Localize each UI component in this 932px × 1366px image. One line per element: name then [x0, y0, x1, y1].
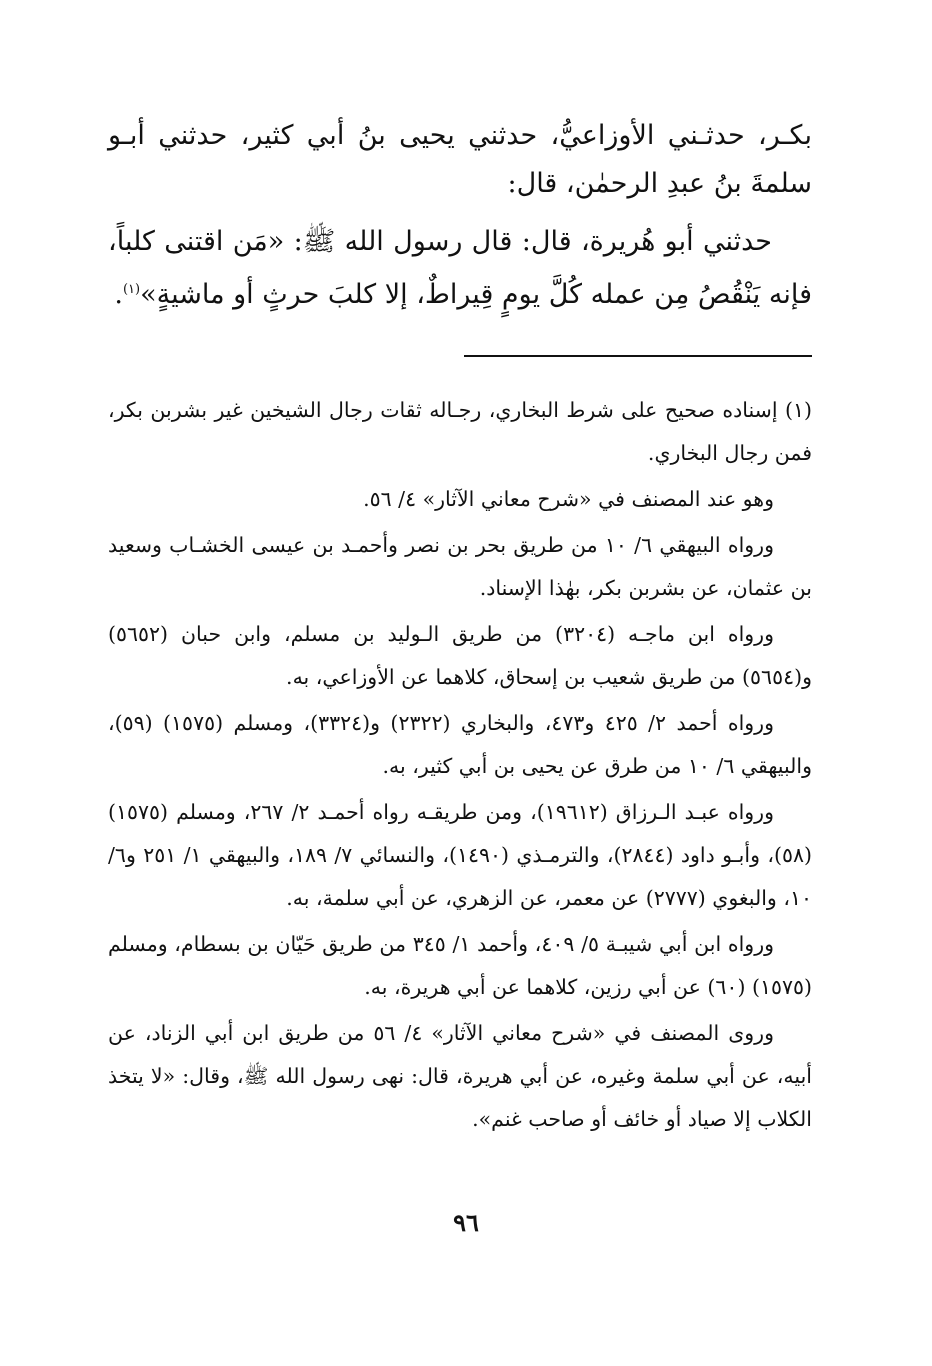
footnote-paragraph: (١) إسناده صحيح على شرط البخاري، رجـاله ثقات رجال الشيخين غير بشربن بكر، فمن رجال البخاري. — [108, 398, 812, 465]
footnote-paragraph: ورواه ابن ماجـه (٣٢٠٤) من طريق الـوليد بن مسلم، وابن حبان (٥٦٥٢) و(٥٦٥٤) من طريق شعيب بن إسحاق، كلاهما عن الأوزاعي، به. — [108, 622, 812, 689]
footnote-paragraph: ورواه أحمد ٢/ ٤٢٥ و٤٧٣، والبخاري (٢٣٢٢) و(٣٣٢٤)، ومسلم (١٥٧٥) (٥٩)، والبيهقي ٦/ ١٠ من طرق عن يحيى بن أبي كثير، به. — [108, 711, 812, 778]
main-paragraph-hadith: حدثني أبو هُريرة، قال: قال رسول الله ﷺ: «مَن اقتنى كلباً، فإنه يَنْقُصُ مِن عمله كُلَّ يومٍ قِيراطٌ، إلا كلبَ حرثٍ أو ماشيةٍ»$^{(١)}$. — [108, 226, 812, 310]
page-body — [108, 112, 812, 1144]
footnote-paragraph: ورواه عبـد الـرزاق (١٩٦١٢)، ومن طريقـه رواه أحمـد ٢/ ٢٦٧، ومسلم (١٥٧٥) (٥٨)، وأبـو داود (٢٨٤٤)، والترمـذي (١٤٩٠)، والنسائي ٧/ ١٨٩، والبيهقي ١/ ٢٥١ و٦/ ١٠، والبغوي (٢٧٧٧) عن معمر، عن الزهري، عن أبي سلمة، به. — [108, 800, 812, 910]
footnote-paragraph: ورواه البيهقي ٦/ ١٠ من طريق بحر بن نصر وأحمـد بن عيسى الخشـاب وسعيد بن عثمان، عن بشربن بكر، بهٰذا الإسناد. — [108, 533, 812, 600]
footnote-separator — [464, 355, 812, 357]
footnote-reference[interactable]: (١) — [122, 282, 141, 297]
footnote-paragraph: وروى المصنف في «شرح معاني الآثار» ٤/ ٥٦ من طريق ابن أبي الزناد، عن أبيه، عن أبي سلمة وغيره، عن أبي هريرة، قال: نهى رسول الله ﷺ، وقال: «لا يتخذ الكلاب إلا صياد أو خائف أو صاحب غنم». — [108, 1021, 812, 1131]
footnotes — [108, 389, 812, 1141]
footnote-paragraph: ورواه ابن أبي شيبـة ٥/ ٤٠٩، وأحمد ١/ ٣٤٥ من طريق حَيّان بن بسطام، ومسلم (١٥٧٥) (٦٠) عن أبي رزين، كلاهما عن أبي هريرة، به. — [108, 932, 812, 999]
footnote-paragraph: وهو عند المصنف في «شرح معاني الآثار» ٤/ ٥٦. — [363, 487, 774, 511]
hadith-text: حدثني أبو هُريرة، قال: قال رسول الله ﷺ: «مَن اقتنى كلباً، فإنه يَنْقُصُ مِن عمله كُلَّ يومٍ قِيراطٌ، إلا كلبَ حرثٍ أو ماشيةٍ» — [108, 226, 812, 310]
main-text — [108, 112, 812, 319]
page-number: ٩٦ — [453, 1208, 479, 1237]
main-paragraph: بكـر، حدثـني الأوزاعيُّ، حدثني يحيى بنُ أبي كثير، حدثني أبـو سلمةَ بنُ عبدِ الرحمٰن، قال: — [108, 120, 812, 199]
